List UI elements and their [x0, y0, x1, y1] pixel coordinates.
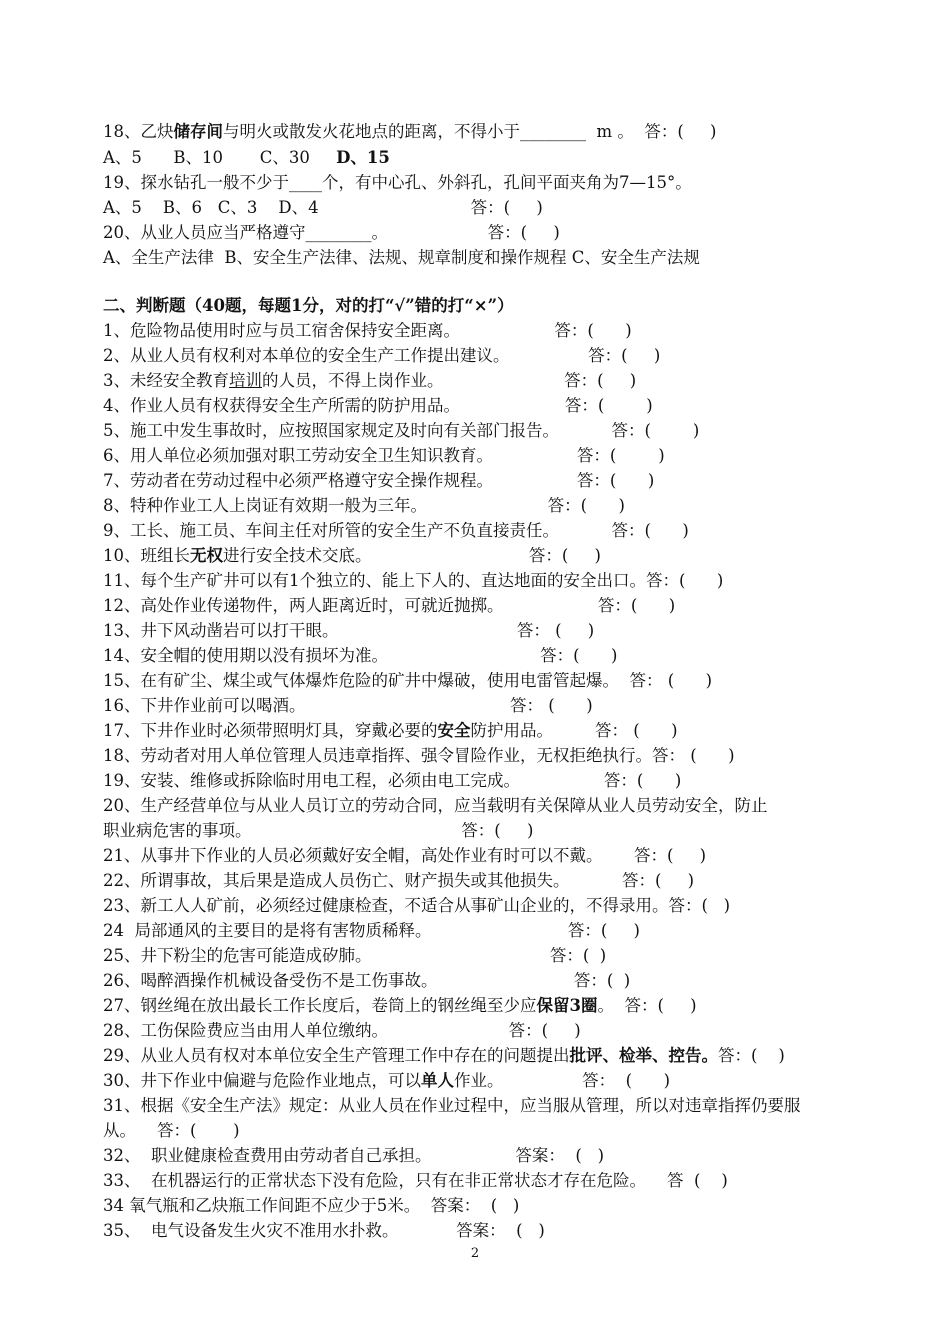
- text-segment: 19、探水钻孔一般不少于: [103, 173, 289, 192]
- text-segment: 进行安全技术交底。 答：( ): [223, 546, 601, 565]
- section-title: [103, 293, 514, 319]
- text-segment: 与明火或散发火花地点的距离，不得小于: [223, 122, 520, 141]
- question-line: [103, 1218, 545, 1244]
- question-line: [103, 318, 632, 344]
- text-segment: 二、判断题（40题，每题1分，对的打“√”错的打“×”）: [103, 296, 514, 315]
- text-segment: 12、高处作业传递物件，两人距离近时，可就近抛掷。 答：( ): [103, 596, 676, 615]
- text-segment: 23、新工人人矿前，必须经过健康检查，不适合从事矿山企业的，不得录用。答：( ): [103, 896, 731, 915]
- text-segment: 20、生产经营单位与从业人员订立的劳动合同，应当载明有关保障从业人员劳动安全，防止: [103, 796, 768, 815]
- text-segment: 储存间: [173, 122, 223, 141]
- text-segment: 18、劳动者对用人单位管理人员违章指挥、强令冒险作业，无权拒绝执行。答： ( ): [103, 746, 735, 765]
- text-segment: 7、劳动者在劳动过程中必须严格遵守安全操作规程。 答：( ): [103, 471, 655, 490]
- question-line: [103, 443, 665, 469]
- question-line: [103, 693, 593, 719]
- text-segment: 。 答：( ): [371, 223, 560, 242]
- question-line: [103, 220, 560, 246]
- text-segment: 的人员，不得上岗作业。 答：( ): [262, 371, 637, 390]
- text-segment: 2、从业人员有权利对本单位的安全生产工作提出建议。 答：( ): [103, 346, 661, 365]
- text-segment: 33、 在机器运行的正常状态下没有危险，只有在非正常状态才存在危险。 答 ( ): [103, 1171, 728, 1190]
- question-line: [103, 170, 692, 196]
- question-line: [103, 1018, 581, 1044]
- question-line: [103, 668, 712, 694]
- question-line: [103, 468, 654, 494]
- text-segment: 防护用品。 答： ( ): [470, 721, 678, 740]
- question-line: [103, 618, 594, 644]
- text-segment: 17、下井作业时必须带照明灯具，穿戴必要的: [103, 721, 438, 740]
- text-segment: A、5 B、10 C、30: [103, 148, 337, 167]
- text-segment: 19、安装、维修或拆除临时用电工程，必须由电工完成。 答：( ): [103, 771, 682, 790]
- text-segment: ____: [289, 173, 322, 192]
- text-segment: 培训: [229, 371, 262, 390]
- question-line: [103, 893, 730, 919]
- text-segment: 1、危险物品使用时应与员工宿舍保持安全距离。 答：( ): [103, 321, 632, 340]
- text-segment: 26、喝醉酒操作机械设备受伤不是工伤事故。 答：( ): [103, 971, 631, 990]
- text-segment: ________: [305, 223, 372, 242]
- text-segment: 10、班组长: [103, 546, 190, 565]
- text-segment: 11、每个生产矿井可以有1个独立的、能上下人的、直达地面的安全出口。答：( ): [103, 571, 724, 590]
- question-line: [103, 743, 735, 769]
- text-segment: 作业。 答： ( ): [454, 1071, 671, 1090]
- text-segment: ________: [520, 122, 586, 141]
- question-line: [103, 818, 533, 844]
- text-segment: 答：( ): [718, 1046, 785, 1065]
- text-segment: A、5 B、6 C、3 D、4 答：( ): [103, 198, 543, 217]
- text-segment: 职业病危害的事项。 答：( ): [103, 821, 534, 840]
- question-line: [103, 1068, 670, 1094]
- question-line: [103, 643, 617, 669]
- question-line: [103, 368, 636, 394]
- text-segment: 个，有中心孔、外斜孔，孔间平面夹角为7—15°。: [322, 173, 692, 192]
- question-line: [103, 918, 640, 944]
- question-line: [103, 543, 601, 569]
- question-line: [103, 718, 678, 744]
- text-segment: m 。 答：( ): [586, 122, 717, 141]
- question-line: [103, 1118, 240, 1144]
- text-segment: 28、工伤保险费应当由用人单位缴纳。 答：( ): [103, 1021, 581, 1040]
- text-segment: 6、用人单位必须加强对职工劳动安全卫生知识教育。 答：( ): [103, 446, 665, 465]
- question-line: [103, 593, 675, 619]
- text-segment: 13、井下风动凿岩可以打干眼。 答： ( ): [103, 621, 595, 640]
- question-line: [103, 119, 716, 145]
- question-line: [103, 968, 630, 994]
- text-segment: 35、 电气设备发生火灾不准用水扑救。 答案： ( ): [103, 1221, 545, 1240]
- text-segment: 无权: [190, 546, 223, 565]
- text-segment: D、15: [336, 148, 390, 167]
- text-segment: 14、安全帽的使用期以没有损坏为准。 答：( ): [103, 646, 618, 665]
- question-line: [103, 245, 700, 271]
- text-segment: 8、特种作业工人上岗证有效期一般为三年。 答：( ): [103, 496, 625, 515]
- question-line: [103, 943, 606, 969]
- question-line: [103, 1193, 519, 1219]
- question-line: [103, 418, 699, 444]
- question-line: [103, 993, 697, 1019]
- text-segment: 3、未经安全教育: [103, 371, 229, 390]
- question-line: [103, 518, 689, 544]
- question-line: [103, 793, 768, 819]
- text-segment: 18、乙炔: [103, 122, 174, 141]
- question-line: [103, 343, 660, 369]
- text-segment: 批评、检举、控告。: [569, 1046, 718, 1065]
- text-segment: 15、在有矿尘、煤尘或气体爆炸危险的矿井中爆破，使用电雷管起爆。 答： ( ): [103, 671, 713, 690]
- text-segment: 22、所谓事故，其后果是造成人员伤亡、财产损失或其他损失。 答：( ): [103, 871, 695, 890]
- question-line: [103, 1093, 801, 1119]
- text-segment: 32、 职业健康检查费用由劳动者自己承担。 答案： ( ): [103, 1146, 605, 1165]
- text-segment: 29、从业人员有权对本单位安全生产管理工作中存在的问题提出: [103, 1046, 570, 1065]
- text-segment: 保留3圈: [536, 996, 598, 1015]
- question-line: [103, 195, 543, 221]
- question-line: [103, 493, 625, 519]
- question-line: [103, 768, 681, 794]
- question-line: [103, 568, 723, 594]
- question-line: [103, 393, 653, 419]
- text-segment: 30、井下作业中偏避与危险作业地点，可以: [103, 1071, 421, 1090]
- page-number: 2: [470, 1246, 480, 1261]
- text-segment: 21、从事井下作业的人员必须戴好安全帽，高处作业有时可以不戴。 答：( ): [103, 846, 707, 865]
- text-segment: 从。 答：( ): [103, 1121, 240, 1140]
- question-line: [103, 1143, 604, 1169]
- text-segment: 安全: [437, 721, 471, 740]
- text-segment: 单人: [421, 1071, 454, 1090]
- text-segment: 。 答：( ): [597, 996, 697, 1015]
- text-segment: A、全生产法律 B、安全生产法律、法规、规章制度和操作规程 C、安全生产法规: [103, 248, 700, 267]
- text-segment: 25、井下粉尘的危害可能造成矽肺。 答：( ): [103, 946, 607, 965]
- question-line: [103, 1043, 785, 1069]
- text-segment: 16、下井作业前可以喝酒。 答： ( ): [103, 696, 593, 715]
- question-line: [103, 145, 390, 171]
- question-line: [103, 1168, 728, 1194]
- text-segment: 24 局部通风的主要目的是将有害物质稀释。 答：( ): [103, 921, 640, 940]
- text-segment: 20、从业人员应当严格遵守: [103, 223, 306, 242]
- text-segment: 9、工长、施工员、车间主任对所管的安全生产不负直接责任。 答：( ): [103, 521, 689, 540]
- question-line: [103, 843, 706, 869]
- text-segment: 27、钢丝绳在放出最长工作长度后，卷筒上的钢丝绳至少应: [103, 996, 537, 1015]
- text-segment: 34 氧气瓶和乙炔瓶工作间距不应少于5米。 答案： ( ): [103, 1196, 520, 1215]
- question-line: [103, 868, 694, 894]
- text-segment: 5、施工中发生事故时，应按照国家规定及时向有关部门报告。 答：( ): [103, 421, 700, 440]
- text-segment: 4、作业人员有权获得安全生产所需的防护用品。 答：( ): [103, 396, 653, 415]
- text-segment: 31、根据《安全生产法》规定：从业人员在作业过程中，应当服从管理，所以对违章指挥仍要服: [103, 1096, 801, 1115]
